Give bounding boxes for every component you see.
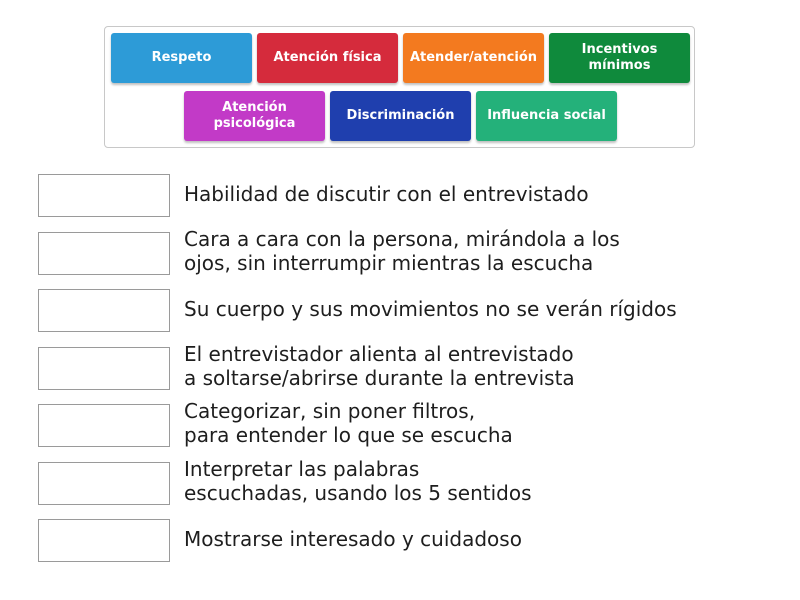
tile-atencion-psicologica[interactable]: Atención psicológica <box>184 91 325 141</box>
answer-drop-box-1[interactable] <box>38 174 170 217</box>
tile-discriminacion[interactable]: Discriminación <box>330 91 471 141</box>
clue-text-7: Mostrarse interesado y cuidadoso <box>184 527 522 551</box>
clue-text-4: El entrevistador alienta al entrevistado a soltarse/abrirse durante la entrevista <box>184 342 575 390</box>
tile-influencia-social[interactable]: Influencia social <box>476 91 617 141</box>
clue-text-5: Categorizar, sin poner filtros, para entender lo que se escucha <box>184 399 513 447</box>
clue-text-2: Cara a cara con la persona, mirándola a los ojos, sin interrumpir mientras la escucha <box>184 227 620 275</box>
clue-text-6: Interpretar las palabras escuchadas, usando los 5 sentidos <box>184 457 532 505</box>
answer-drop-box-2[interactable] <box>38 232 170 275</box>
tile-respeto[interactable]: Respeto <box>111 33 252 83</box>
clue-text-1: Habilidad de discutir con el entrevistado <box>184 182 589 206</box>
answer-drop-box-6[interactable] <box>38 462 170 505</box>
answer-drop-box-4[interactable] <box>38 347 170 390</box>
answer-drop-box-5[interactable] <box>38 404 170 447</box>
tile-incentivos-minimos[interactable]: Incentivos mínimos <box>549 33 690 83</box>
clue-text-3: Su cuerpo y sus movimientos no se verán rígidos <box>184 297 677 321</box>
answer-drop-box-3[interactable] <box>38 289 170 332</box>
tile-atender-atencion[interactable]: Atender/atención <box>403 33 544 83</box>
answer-tile-bank <box>104 26 695 148</box>
answer-drop-box-7[interactable] <box>38 519 170 562</box>
tile-atencion-fisica[interactable]: Atención física <box>257 33 398 83</box>
